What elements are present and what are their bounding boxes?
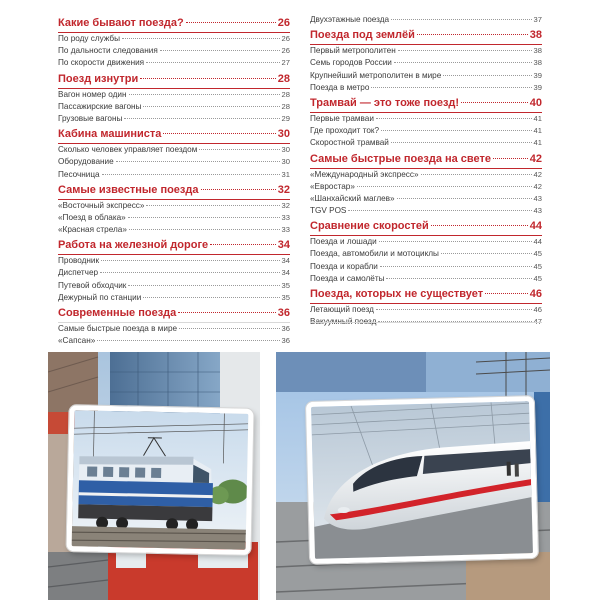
- toc-page-number: 30: [277, 128, 290, 141]
- toc-section-title: Сравнение скоростей: [310, 220, 429, 233]
- leader-dots: [417, 34, 528, 35]
- leader-dots: [199, 149, 279, 150]
- toc-column-left: [58, 14, 290, 347]
- toc-entry: [58, 113, 290, 125]
- toc-section: [58, 126, 290, 144]
- toc-entry-title: Летающий поезд: [310, 305, 374, 314]
- toc-entry: [310, 70, 542, 82]
- leader-dots: [391, 142, 532, 143]
- leader-dots: [128, 217, 280, 218]
- toc-entry: [58, 323, 290, 335]
- toc-entry: [58, 292, 290, 304]
- toc-page-number: 26: [281, 34, 290, 43]
- toc-section: [310, 95, 542, 113]
- toc-entry-title: По скорости движения: [58, 58, 145, 68]
- toc-entry-title: Самые быстрые поезда в мире: [58, 324, 178, 333]
- toc-page-number: 27: [281, 58, 290, 68]
- toc-section-title: Самые известные поезда: [58, 183, 199, 196]
- leader-dots: [160, 50, 280, 51]
- toc-entry-title: Вагон номер один: [58, 89, 127, 99]
- divider: [310, 322, 542, 323]
- toc-page-number: 37: [533, 15, 542, 24]
- toc-entry: [58, 200, 290, 212]
- toc-page-number: 34: [281, 268, 290, 278]
- leader-dots: [357, 186, 532, 187]
- toc-entry: [310, 248, 542, 260]
- toc-entry: [310, 261, 542, 273]
- toc-section: [58, 237, 290, 255]
- toc-section: [310, 27, 542, 45]
- toc-section-title: Какие бывают поезда?: [58, 17, 184, 29]
- leader-dots: [391, 19, 531, 20]
- toc-entry-title: Проводник: [58, 256, 100, 266]
- leader-dots: [394, 62, 532, 63]
- toc-page-number: 46: [529, 288, 542, 300]
- toc-page-number: 38: [529, 29, 542, 42]
- leader-dots: [143, 106, 279, 107]
- toc-section: [58, 305, 290, 323]
- toc-section: [310, 218, 542, 236]
- toc-page-number: 40: [529, 96, 542, 109]
- toc-entry-title: По дальности следования: [58, 46, 158, 56]
- toc-page-number: 42: [533, 169, 542, 179]
- toc-page-number: 28: [281, 89, 290, 99]
- toc-entry-title: Песочница: [58, 169, 100, 179]
- leader-dots: [186, 22, 276, 23]
- toc-entry-title: Дежурный по станции: [58, 292, 142, 302]
- toc-column-right: [310, 14, 542, 328]
- toc-entry-title: Поезда в метро: [310, 82, 370, 92]
- toc-entry: [310, 113, 542, 125]
- toc-section-title: Современные поезда: [58, 307, 177, 319]
- toc-section: [58, 71, 290, 89]
- toc-entry-title: «Евростар»: [310, 181, 355, 191]
- toc-entry: [310, 181, 542, 193]
- toc-page-number: 41: [533, 138, 542, 148]
- toc-entry-title: Поезда, автомобили и мотоциклы: [310, 249, 439, 259]
- toc-entry: [310, 45, 542, 57]
- toc-entry: [58, 33, 290, 45]
- toc-page-number: 36: [277, 307, 290, 319]
- toc-page-number: 36: [281, 336, 290, 346]
- toc-entry: [58, 169, 290, 181]
- toc-section-title: Поезд изнутри: [58, 72, 139, 85]
- toc-entry: [310, 57, 542, 69]
- toc-entry-title: «Красная стрела»: [58, 225, 127, 235]
- leader-dots: [381, 130, 532, 131]
- leader-dots: [431, 225, 528, 226]
- toc-entry: [310, 193, 542, 205]
- toc-section-title: Самые быстрые поезда на свете: [310, 152, 492, 165]
- toc-section-title: Кабина машиниста: [58, 128, 162, 141]
- toc-page-number: 32: [277, 183, 290, 196]
- leader-dots: [386, 278, 531, 279]
- leader-dots: [485, 293, 528, 294]
- toc-section: [58, 15, 290, 33]
- toc-entry: [310, 14, 542, 26]
- toc-entry: [58, 101, 290, 113]
- leader-dots: [371, 87, 531, 88]
- toc-entry-title: Поезда и самолёты: [310, 273, 385, 283]
- toc-page-number: 44: [533, 237, 542, 247]
- leader-dots: [146, 62, 279, 63]
- toc-entry-title: «Международный экспресс»: [310, 169, 419, 179]
- toc-entry: [58, 212, 290, 224]
- toc-page-number: 45: [533, 249, 542, 259]
- toc-page-number: 44: [529, 220, 542, 233]
- toc-section-title: Поезда, которых не существует: [310, 288, 484, 300]
- toc-section: [310, 151, 542, 169]
- toc-page-number: 41: [533, 126, 542, 136]
- toc-entry: [58, 156, 290, 168]
- toc-page-number: 28: [281, 101, 290, 111]
- photo-electric-locomotive: [66, 405, 253, 555]
- toc-page-number: 42: [533, 181, 542, 191]
- toc-page-number: 30: [281, 157, 290, 167]
- leader-dots: [443, 75, 531, 76]
- toc-entry-title: «Восточный экспресс»: [58, 200, 145, 210]
- toc-entry: [310, 273, 542, 285]
- leader-dots: [398, 50, 532, 51]
- leader-dots: [376, 309, 532, 310]
- toc-entry: [310, 205, 542, 217]
- toc-entry: [58, 224, 290, 236]
- leader-dots: [376, 118, 532, 119]
- toc-entry: [310, 236, 542, 248]
- photo-high-speed-train: [306, 396, 538, 564]
- toc-page-number: 28: [277, 72, 290, 85]
- toc-page-number: 43: [533, 193, 542, 203]
- leader-dots: [461, 102, 528, 103]
- toc-page-number: 31: [281, 169, 290, 179]
- leader-dots: [124, 118, 279, 119]
- toc-entry: [58, 280, 290, 292]
- leader-dots: [348, 210, 531, 211]
- leader-dots: [210, 244, 276, 245]
- toc-page-number: 43: [533, 206, 542, 216]
- leader-dots: [163, 133, 275, 134]
- toc-page-number: 26: [281, 46, 290, 56]
- toc-entry-title: «Поезд в облака»: [58, 212, 126, 222]
- toc-entry-title: Пассажирские вагоны: [58, 101, 142, 111]
- toc-page-number: 33: [281, 212, 290, 222]
- toc-page-number: 30: [281, 145, 290, 155]
- toc-page-number: 38: [533, 58, 542, 68]
- leader-dots: [122, 38, 280, 39]
- toc-entry: [310, 169, 542, 181]
- toc-entry: [310, 82, 542, 94]
- toc-page-number: 26: [277, 17, 290, 29]
- toc-entry: [310, 304, 542, 316]
- toc-page-number: 42: [529, 152, 542, 165]
- toc-entry-title: Сколько человек управляет поездом: [58, 145, 198, 155]
- leader-dots: [421, 174, 532, 175]
- toc-entry-title: «Шанхайский маглев»: [310, 193, 395, 203]
- toc-entry-title: Первые трамваи: [310, 113, 374, 123]
- toc-page-number: 33: [281, 225, 290, 235]
- toc-section-title: Трамвай — это тоже поезд!: [310, 96, 460, 109]
- leader-dots: [101, 260, 279, 261]
- leader-dots: [380, 266, 532, 267]
- toc-entry-title: Где проходит ток?: [310, 126, 380, 136]
- leader-dots: [129, 94, 280, 95]
- leader-dots: [379, 241, 532, 242]
- toc-entry: [58, 144, 290, 156]
- toc-entry: [58, 45, 290, 57]
- toc-page-number: 34: [277, 239, 290, 252]
- toc-entry-title: Грузовые вагоны: [58, 113, 123, 123]
- toc-section-title: Поезда под землёй: [310, 29, 415, 42]
- toc-entry-title: Поезда и лошади: [310, 237, 377, 247]
- leader-dots: [116, 161, 280, 162]
- toc-entry-title: Двухэтажные поезда: [310, 15, 390, 24]
- toc-page-number: 35: [281, 292, 290, 302]
- toc-entry: [58, 255, 290, 267]
- toc-entry-title: Семь городов России: [310, 58, 392, 68]
- leader-dots: [100, 272, 279, 273]
- leader-dots: [128, 285, 279, 286]
- toc-entry: [58, 267, 290, 279]
- leader-dots: [201, 189, 276, 190]
- toc-entry-title: Путевой обходчик: [58, 280, 127, 290]
- toc-entry-title: Крупнейший метрополитен в мире: [310, 70, 442, 80]
- toc-page-number: 39: [533, 82, 542, 92]
- leader-dots: [102, 174, 280, 175]
- toc-page-number: 29: [281, 113, 290, 123]
- leader-dots: [146, 205, 279, 206]
- toc-page-number: 34: [281, 256, 290, 266]
- toc-entry-title: По роду службы: [58, 34, 120, 43]
- toc-page-number: 46: [533, 305, 542, 314]
- toc-entry-title: TGV POS: [310, 206, 347, 216]
- toc-entry-title: Диспетчер: [58, 268, 99, 278]
- toc-page-number: 35: [281, 280, 290, 290]
- toc-entry-title: Скоростной трамвай: [310, 138, 389, 148]
- toc-entry-title: Первый метрополитен: [310, 46, 396, 56]
- toc-section: [310, 286, 542, 304]
- divider: [58, 322, 290, 323]
- toc-page-number: 39: [533, 70, 542, 80]
- toc-page-number: 38: [533, 46, 542, 56]
- toc-page-number: 41: [533, 113, 542, 123]
- toc-page-number: 45: [533, 261, 542, 271]
- toc-entry-title: Оборудование: [58, 157, 114, 167]
- leader-dots: [140, 78, 276, 79]
- leader-dots: [441, 253, 532, 254]
- leader-dots: [97, 340, 279, 341]
- toc-entry: [58, 57, 290, 69]
- toc-section: [58, 182, 290, 200]
- leader-dots: [143, 297, 279, 298]
- toc-page-number: 36: [281, 324, 290, 333]
- leader-dots: [129, 229, 280, 230]
- leader-dots: [179, 328, 279, 329]
- leader-dots: [397, 198, 532, 199]
- toc-page-number: 45: [533, 273, 542, 283]
- toc-entry: [310, 125, 542, 137]
- toc-entry-title: «Сапсан»: [58, 336, 96, 346]
- toc-entry: [58, 335, 290, 347]
- leader-dots: [178, 312, 275, 313]
- toc-section-title: Работа на железной дороге: [58, 239, 209, 252]
- leader-dots: [493, 158, 528, 159]
- toc-page-number: 32: [281, 200, 290, 210]
- toc-entry: [58, 89, 290, 101]
- toc-entry: [310, 137, 542, 149]
- toc-entry-title: Поезда и корабли: [310, 261, 378, 271]
